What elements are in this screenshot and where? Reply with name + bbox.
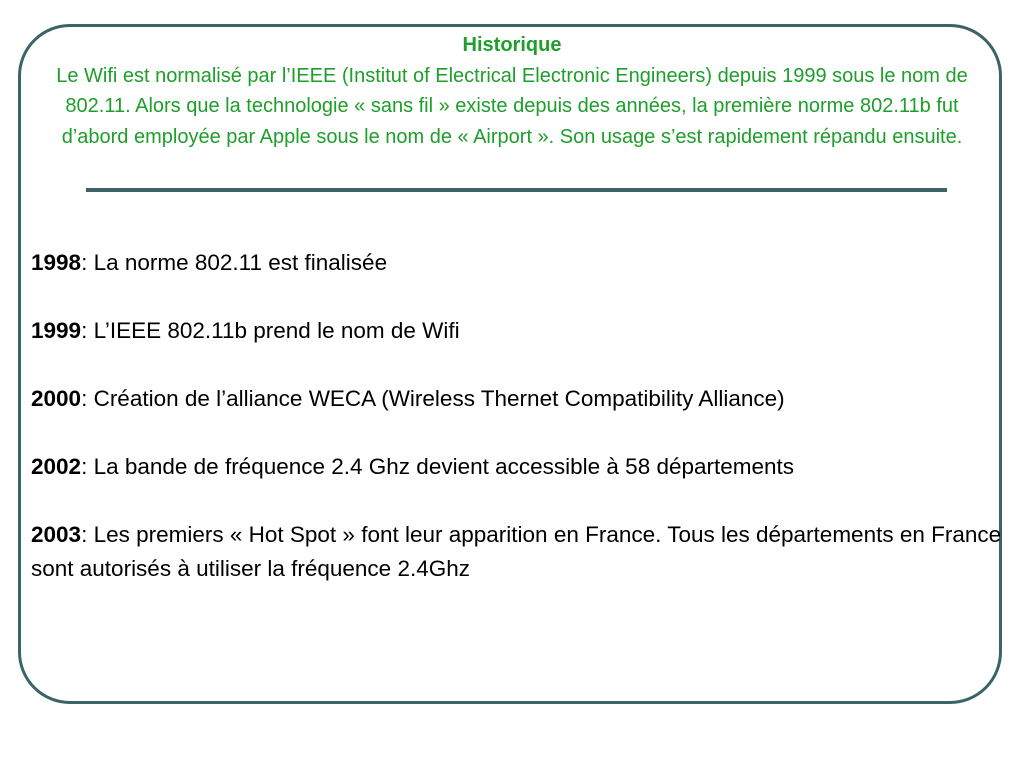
timeline-text: : Création de l’alliance WECA (Wireless Thernet Compatibility Alliance) (81, 386, 785, 411)
timeline-year: 2003 (31, 522, 82, 547)
timeline-entry (31, 518, 1006, 586)
header-divider (86, 188, 947, 192)
timeline-text: : L’IEEE 802.11b prend le nom de Wifi (81, 318, 460, 343)
timeline-list (31, 246, 1006, 620)
timeline-year: 1999 (31, 318, 82, 343)
timeline-text: : La bande de fréquence 2.4 Ghz devient accessible à 58 départements (81, 454, 795, 479)
timeline-entry (31, 382, 1006, 416)
timeline-year: 2000 (31, 386, 82, 411)
timeline-entry (31, 314, 1006, 348)
timeline-year: 1998 (31, 250, 82, 275)
timeline-text: : La norme 802.11 est finalisée (81, 250, 388, 275)
slide-title: Historique (462, 34, 562, 56)
intro-paragraph: Le Wifi est normalisé par l’IEEE (Institut of Electrical Electronic Engineers) depuis 1999 sous le nom de 802.11. Alors que la technologie « sans fil » existe depuis des années, la première norme 802.11b fut d’abord employée par Apple sous le nom de « Airport ». Son usage s’est rapidement répandu ensuite. (56, 64, 968, 148)
timeline-year: 2002 (31, 454, 82, 479)
slide-header (30, 30, 994, 152)
timeline-entry (31, 450, 1006, 484)
timeline-text: : Les premiers « Hot Spot » font leur apparition en France. Tous les départements en France sont autorisés à utiliser la fréquence 2.4Ghz (31, 522, 1002, 581)
timeline-entry (31, 246, 1006, 280)
